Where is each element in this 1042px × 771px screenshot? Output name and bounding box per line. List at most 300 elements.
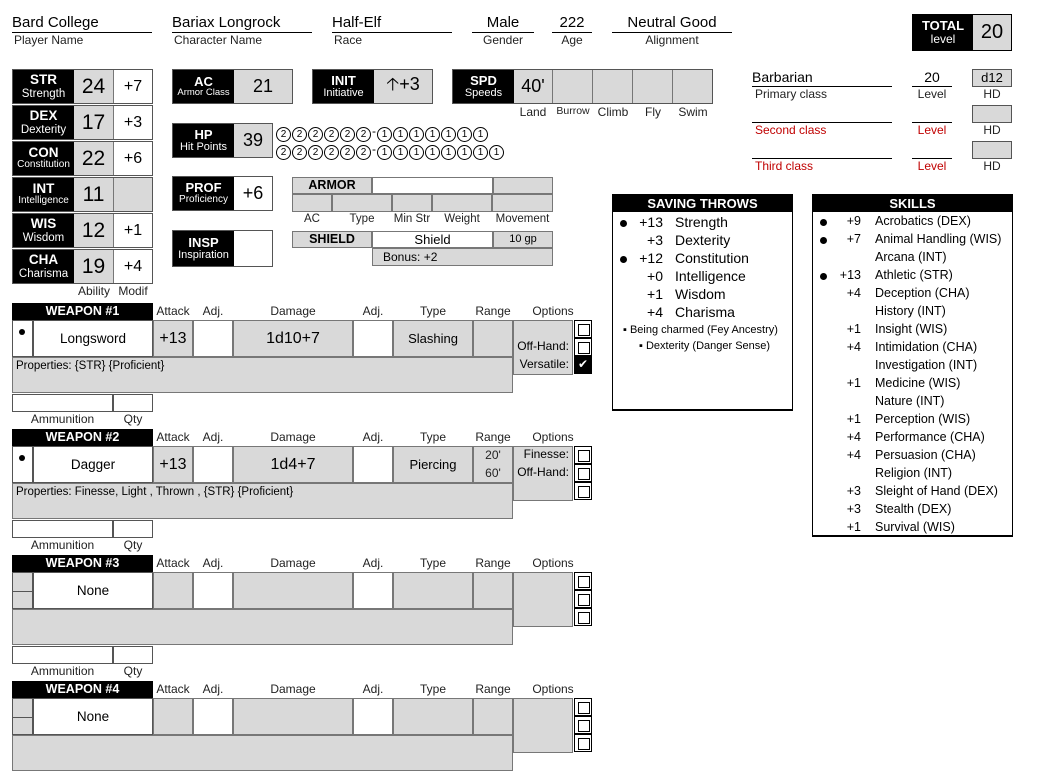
weapon-title: WEAPON #3	[12, 555, 153, 572]
speed-fly-value[interactable]	[633, 70, 673, 103]
weapon-option-checkbox[interactable]	[574, 338, 592, 356]
alignment-value: Neutral Good	[612, 14, 732, 33]
skill-name: Deception (CHA)	[875, 286, 970, 300]
weapon-attack-field[interactable]	[153, 572, 193, 609]
hit-die-d1-circle[interactable]: 1	[393, 145, 408, 160]
ability-modifier: +6	[123, 149, 143, 167]
skill-name: Survival (WIS)	[875, 520, 955, 534]
skill-mod: +4	[846, 430, 861, 444]
ammunition-label: Ammunition	[30, 412, 95, 426]
shield-title: SHIELD	[292, 231, 372, 248]
skill-row	[813, 303, 1012, 321]
hit-die-d1-circle[interactable]: 1	[489, 145, 504, 160]
weapon-col-header: Damage	[270, 304, 316, 318]
class-label: Third class	[755, 159, 814, 173]
skill-mod: +3	[846, 502, 861, 516]
skill-row	[813, 501, 1012, 519]
class-level-field[interactable]	[912, 106, 952, 123]
weapon-attack-adj-field[interactable]	[193, 446, 233, 483]
saving-throw-intelligence	[613, 268, 792, 286]
initiative-value[interactable]: 🡡+3	[374, 70, 432, 103]
ammunition-qty-field[interactable]	[113, 646, 153, 664]
hit-dice-row	[276, 142, 505, 158]
saving-throw-mod: +1	[647, 286, 663, 302]
alignment-label: Alignment	[645, 33, 699, 47]
race-label: Race	[334, 33, 363, 47]
hit-die-d2-circle[interactable]: 2	[276, 145, 291, 160]
ability-score[interactable]: 12	[74, 214, 114, 247]
skill-name: Medicine (WIS)	[875, 376, 961, 390]
weapon-damage-adj-field[interactable]	[353, 446, 393, 483]
weapon-name-field[interactable]: Dagger	[33, 446, 153, 483]
armor-class-box: AC Armor Class 21	[172, 69, 293, 104]
weapon-attack-field[interactable]	[153, 698, 193, 735]
armor-movement-field[interactable]	[492, 194, 553, 212]
weapon-prof-cell[interactable]	[12, 698, 33, 735]
weapon-col-header: Options	[532, 430, 574, 444]
ability-dexterity: DEX Dexterity 17 +3	[12, 105, 153, 140]
armor-class-value[interactable]: 21	[234, 70, 292, 103]
race-value: Half-Elf	[332, 14, 452, 33]
weapon-col-header: Options	[532, 304, 574, 318]
skill-mod: +1	[846, 322, 861, 336]
ability-score[interactable]: 11	[74, 178, 114, 211]
weapon-col-header: Damage	[270, 682, 316, 696]
weapon-option-checkbox[interactable]	[574, 608, 592, 626]
saving-throw-note: ▪ Being charmed (Fey Ancestry)	[623, 324, 778, 336]
class-hd-field[interactable]: d12	[972, 69, 1012, 87]
skills-title: SKILLS	[813, 195, 1012, 212]
hit-die-d2-circle[interactable]: 2	[356, 127, 371, 142]
weapon-range-long: 60'	[485, 466, 501, 480]
hit-die-d1-circle[interactable]: 1	[441, 127, 456, 142]
weapon-range-field[interactable]	[473, 446, 513, 483]
speed-climb-value[interactable]	[593, 70, 633, 103]
weapon-range-field[interactable]	[473, 572, 513, 609]
skill-name: Athletic (STR)	[875, 268, 953, 282]
hit-die-d2-circle[interactable]: 2	[324, 127, 339, 142]
weapon-col-header: Attack	[156, 304, 190, 318]
weapon-col-header: Type	[419, 304, 446, 318]
armor-col-label: Type	[349, 213, 375, 225]
proficiency-dot	[19, 455, 25, 461]
armor-col-label: Movement	[495, 213, 550, 225]
weapon-range-field[interactable]	[473, 698, 513, 735]
ammunition-qty-label: Qty	[123, 412, 143, 426]
ammunition-qty-field[interactable]	[113, 394, 153, 412]
weapon-option-checkbox[interactable]	[574, 464, 592, 482]
class-level-field[interactable]	[912, 142, 952, 159]
weapon-option-label: Finesse:	[523, 447, 569, 461]
skill-name: Nature (INT)	[875, 394, 945, 408]
class-hd-label: HD	[983, 123, 1001, 137]
speed-label-land: Land	[519, 105, 547, 119]
saving-throw-name: Wisdom	[675, 286, 726, 302]
hit-dice-separator: -	[372, 124, 376, 138]
skill-row	[813, 339, 1012, 357]
weapon-col-header: Type	[419, 556, 446, 570]
skill-name: Acrobatics (DEX)	[875, 214, 971, 228]
weapon-col-header: Attack	[156, 556, 190, 570]
ability-score[interactable]: 17	[74, 106, 114, 139]
skill-name: Stealth (DEX)	[875, 502, 952, 516]
weapon-option-checkbox[interactable]	[574, 716, 592, 734]
hit-die-d1-circle[interactable]: 1	[377, 145, 392, 160]
weapon-option-checkbox[interactable]	[574, 572, 592, 590]
weapon-properties-field[interactable]: Properties: {STR} {Proficient}	[12, 357, 513, 393]
weapon-attack-field[interactable]: +13	[153, 320, 193, 357]
skill-mod: +7	[846, 232, 861, 246]
weapon-title: WEAPON #4	[12, 681, 153, 698]
saving-throw-name: Charisma	[675, 304, 735, 320]
skill-name: Sleight of Hand (DEX)	[875, 484, 998, 498]
skill-row	[813, 429, 1012, 447]
skill-row	[813, 285, 1012, 303]
total-level-label: TOTAL level	[913, 15, 973, 50]
saving-throw-wisdom	[613, 286, 792, 304]
ability-modifier	[114, 178, 152, 211]
weapon-title: WEAPON #2	[12, 429, 153, 446]
shield-name-field[interactable]: Shield	[372, 231, 493, 248]
ammunition-qty-label: Qty	[123, 538, 143, 552]
hit-die-d1-circle[interactable]: 1	[377, 127, 392, 142]
skill-name: Performance (CHA)	[875, 430, 985, 444]
weapon-col-header: Adj.	[202, 556, 224, 570]
weapon-prof-cell[interactable]	[12, 446, 33, 483]
hit-die-d1-circle[interactable]: 1	[393, 127, 408, 142]
total-level-box	[912, 14, 1012, 51]
character-name-label: Character Name	[174, 33, 263, 47]
weapon-name-field[interactable]: None	[33, 698, 153, 735]
hit-die-d2-circle[interactable]: 2	[340, 127, 355, 142]
skill-row	[813, 249, 1012, 267]
weapon-properties-field[interactable]	[12, 735, 513, 771]
weapon-options-area	[513, 698, 573, 753]
weapon-damage-adj-field[interactable]	[353, 320, 393, 357]
speed-label-climb: Climb	[597, 105, 629, 119]
proficiency-dot	[820, 237, 827, 244]
hit-die-d2-circle[interactable]: 2	[308, 127, 323, 142]
proficiency-dot	[620, 256, 627, 263]
hit-die-d1-circle[interactable]: 1	[441, 145, 456, 160]
armor-name-field[interactable]	[372, 177, 493, 194]
gender-value: Male	[472, 14, 534, 33]
ammunition-label: Ammunition	[30, 538, 95, 552]
ability-modifier: +7	[123, 77, 143, 95]
weapon-col-header: Options	[532, 556, 574, 570]
hit-die-d1-circle[interactable]: 1	[473, 127, 488, 142]
speed-burrow-value[interactable]	[553, 70, 593, 103]
weapon-option-checkbox[interactable]	[574, 590, 592, 608]
skills-list	[813, 212, 1012, 537]
armor-ac-field[interactable]	[292, 194, 332, 212]
hit-die-d2-circle[interactable]: 2	[292, 145, 307, 160]
speed-label-swim: Swim	[678, 105, 708, 119]
proficiency-box: PROF Proficiency +6	[172, 176, 273, 211]
saving-throw-mod: +12	[639, 250, 663, 266]
ability-charisma: CHA Charisma 19 +4	[12, 249, 153, 284]
weapon-option-label: Off-Hand:	[517, 339, 569, 353]
class-level-field[interactable]: 20	[912, 70, 952, 87]
weapon-attack-adj-field[interactable]	[193, 572, 233, 609]
skill-name: Investigation (INT)	[875, 358, 978, 372]
weapon-option-checkbox[interactable]	[574, 446, 592, 464]
saving-throws-panel	[612, 194, 793, 411]
armor-col-label: Min Str	[393, 213, 431, 225]
ammunition-qty-field[interactable]	[113, 520, 153, 538]
skill-row	[813, 267, 1012, 285]
weapon-type-field[interactable]: Slashing	[393, 320, 473, 357]
ability-modifier: +4	[123, 257, 143, 275]
weapon-col-header: Adj.	[362, 430, 384, 444]
ability-score[interactable]: 22	[74, 142, 114, 175]
armor-weight-field[interactable]	[432, 194, 492, 212]
inspiration-box: INSP Inspiration	[172, 230, 273, 267]
proficiency-value[interactable]: +6	[242, 183, 264, 203]
ability-strength: STR Strength 24 +7	[12, 69, 153, 104]
saving-throw-name: Strength	[675, 214, 728, 230]
weapon-col-header: Adj.	[202, 304, 224, 318]
class-hd-label: HD	[983, 87, 1001, 101]
player-name-value: Bard College	[12, 14, 152, 33]
armor-table	[292, 177, 553, 213]
ability-wisdom: WIS Wisdom 12 +1	[12, 213, 153, 248]
saving-throws-title: SAVING THROWS	[613, 195, 792, 212]
ammunition-label: Ammunition	[30, 664, 95, 678]
weapon-col-header: Range	[475, 304, 511, 318]
skill-row	[813, 321, 1012, 339]
speed-swim-value[interactable]	[673, 70, 712, 103]
weapon-name-field[interactable]: None	[33, 572, 153, 609]
weapon-range-short: 20'	[485, 448, 501, 462]
skill-row	[813, 447, 1012, 465]
age-label: Age	[561, 33, 583, 47]
class-hd-field[interactable]	[972, 141, 1012, 159]
weapon-col-header: Damage	[270, 556, 316, 570]
weapon-option-checkbox[interactable]	[574, 482, 592, 500]
hit-die-d1-circle[interactable]: 1	[409, 127, 424, 142]
ammunition-field[interactable]	[12, 394, 113, 412]
armor-col-label: Weight	[444, 213, 480, 225]
skill-mod: +3	[846, 484, 861, 498]
player-name-label: Player Name	[14, 33, 84, 47]
class-label: Second class	[755, 123, 827, 137]
initiative-box: INIT Initiative 🡡+3	[312, 69, 433, 104]
skill-mod: +4	[846, 340, 861, 354]
skill-row	[813, 213, 1012, 231]
skill-row	[813, 411, 1012, 429]
weapon-col-header: Range	[475, 430, 511, 444]
skill-name: Insight (WIS)	[875, 322, 948, 336]
inspiration-value[interactable]	[234, 231, 272, 266]
saving-throws-notes	[613, 322, 792, 354]
hit-die-d1-circle[interactable]: 1	[457, 145, 472, 160]
hit-points-value[interactable]: 39	[234, 124, 272, 157]
shield-cost-field[interactable]: 10 gp	[493, 231, 553, 248]
saving-throw-mod: +13	[639, 214, 663, 230]
weapon-col-header: Adj.	[362, 556, 384, 570]
weapon-col-header: Type	[419, 430, 446, 444]
skill-row	[813, 375, 1012, 393]
weapon-option-checkbox[interactable]	[574, 698, 592, 716]
weapon-option-checkbox[interactable]	[574, 320, 592, 338]
saving-throws-list	[613, 212, 792, 322]
proficiency-dot	[820, 273, 827, 280]
weapon-damage-field[interactable]: 1d10+7	[233, 320, 353, 357]
proficiency-dot	[620, 220, 627, 227]
hit-dice-separator: -	[372, 142, 376, 156]
hit-die-d1-circle[interactable]: 1	[473, 145, 488, 160]
class-name-field[interactable]	[752, 142, 892, 159]
speed-land-value[interactable]: 40'	[514, 70, 553, 103]
weapon-options-area	[513, 572, 573, 627]
weapon-col-header: Type	[419, 682, 446, 696]
weapon-col-header: Adj.	[202, 430, 224, 444]
class-name-field[interactable]: Barbarian	[752, 70, 892, 87]
hit-die-d2-circle[interactable]: 2	[356, 145, 371, 160]
hit-die-d1-circle[interactable]: 1	[409, 145, 424, 160]
weapon-prof-cell[interactable]	[12, 320, 33, 357]
proficiency-dot	[19, 329, 25, 335]
speed-label-burrow: Burrow	[556, 105, 590, 117]
skill-mod: +9	[846, 214, 861, 228]
weapon-col-header: Adj.	[202, 682, 224, 696]
ability-modifier: +1	[123, 221, 143, 239]
hit-die-d1-circle[interactable]: 1	[425, 145, 440, 160]
skill-name: History (INT)	[875, 304, 946, 318]
ability-score[interactable]: 19	[74, 250, 114, 283]
skill-name: Arcana (INT)	[875, 250, 947, 264]
weapon-prof-cell[interactable]	[12, 572, 33, 609]
skill-mod: +4	[846, 448, 861, 462]
weapon-attack-adj-field[interactable]	[193, 698, 233, 735]
ability-footer-label: Ability	[77, 284, 110, 298]
armor-type-field[interactable]	[332, 194, 392, 212]
hit-die-d1-circle[interactable]: 1	[457, 127, 472, 142]
weapon-col-header: Attack	[156, 430, 190, 444]
character-name-value: Bariax Longrock	[172, 14, 312, 33]
weapon-col-header: Damage	[270, 430, 316, 444]
weapon-properties-field[interactable]	[12, 609, 513, 645]
speed-box: SPD Speeds 40'	[452, 69, 713, 104]
skill-row	[813, 483, 1012, 501]
gender-label: Gender	[482, 33, 524, 47]
class-level-label: Level	[917, 159, 947, 173]
weapon-damage-adj-field[interactable]	[353, 572, 393, 609]
class-name-field[interactable]	[752, 106, 892, 123]
saving-throw-mod: +4	[647, 304, 663, 320]
hit-die-d2-circle[interactable]: 2	[340, 145, 355, 160]
class-hd-field[interactable]	[972, 105, 1012, 123]
skill-row	[813, 393, 1012, 411]
weapon-option-checkbox[interactable]	[574, 356, 592, 374]
armor-col-label: AC	[304, 213, 320, 225]
class-label: Primary class	[755, 87, 828, 101]
class-hd-label: HD	[983, 159, 1001, 173]
hit-points-box: HP Hit Points 39	[172, 123, 273, 158]
hit-die-d2-circle[interactable]: 2	[292, 127, 307, 142]
hit-die-d1-circle[interactable]: 1	[425, 127, 440, 142]
weapon-option-label: Off-Hand:	[517, 465, 569, 479]
ammunition-qty-label: Qty	[123, 664, 143, 678]
hit-die-d2-circle[interactable]: 2	[308, 145, 323, 160]
saving-throw-name: Constitution	[675, 250, 749, 266]
ability-modifier: +3	[123, 113, 143, 131]
skills-panel	[812, 194, 1013, 537]
weapon-damage-field[interactable]	[233, 698, 353, 735]
total-level-value[interactable]: 20	[973, 15, 1011, 50]
saving-throw-mod: +3	[647, 232, 663, 248]
weapon-type-field[interactable]	[393, 572, 473, 609]
saving-throw-name: Dexterity	[675, 232, 731, 248]
armor-title: ARMOR	[292, 177, 372, 194]
saving-throw-note: ▪ Dexterity (Danger Sense)	[639, 340, 771, 352]
speed-label-fly: Fly	[645, 105, 661, 119]
weapon-attack-adj-field[interactable]	[193, 320, 233, 357]
class-level-label: Level	[917, 87, 947, 101]
weapon-option-label: Versatile:	[519, 357, 569, 371]
weapon-option-checkbox[interactable]	[574, 734, 592, 752]
ammunition-field[interactable]	[12, 520, 113, 538]
weapon-properties-field[interactable]: Properties: Finesse, Light , Thrown , {STR} {Proficient}	[12, 483, 513, 519]
saving-throw-strength	[613, 214, 792, 232]
weapon-col-header: Options	[532, 682, 574, 696]
ability-constitution: CON Constitution 22 +6	[12, 141, 153, 176]
class-level-label: Level	[917, 123, 947, 137]
shield-bonus-field[interactable]: Bonus: +2	[372, 248, 553, 266]
ammunition-field[interactable]	[12, 646, 113, 664]
armor-minstr-field[interactable]	[392, 194, 432, 212]
saving-throw-mod: +0	[647, 268, 663, 284]
saving-throw-dexterity	[613, 232, 792, 250]
weapon-col-header: Range	[475, 556, 511, 570]
weapon-damage-field[interactable]	[233, 572, 353, 609]
armor-cost-field[interactable]	[493, 177, 553, 194]
weapon-col-header: Adj.	[362, 682, 384, 696]
weapon-type-field[interactable]: Piercing	[393, 446, 473, 483]
age-value: 222	[552, 14, 592, 33]
skill-name: Perception (WIS)	[875, 412, 971, 426]
saving-throw-name: Intelligence	[675, 268, 746, 284]
skill-row	[813, 465, 1012, 483]
weapon-type-field[interactable]	[393, 698, 473, 735]
weapon-col-header: Range	[475, 682, 511, 696]
skill-row	[813, 231, 1012, 249]
modif-footer-label: Modif	[118, 284, 148, 298]
skill-row	[813, 519, 1012, 537]
hit-dice-row	[276, 124, 489, 140]
hit-die-d2-circle[interactable]: 2	[324, 145, 339, 160]
skill-mod: +4	[846, 286, 861, 300]
hit-die-d2-circle[interactable]: 2	[276, 127, 291, 142]
weapon-damage-adj-field[interactable]	[353, 698, 393, 735]
skill-name: Persuasion (CHA)	[875, 448, 976, 462]
skill-mod: +1	[846, 412, 861, 426]
weapon-range-field[interactable]	[473, 320, 513, 357]
skill-mod: +1	[846, 520, 861, 534]
proficiency-dot	[820, 219, 827, 226]
weapon-damage-field[interactable]: 1d4+7	[233, 446, 353, 483]
ability-intelligence: INT Intelligence 11	[12, 177, 153, 212]
weapon-attack-field[interactable]: +13	[153, 446, 193, 483]
weapon-name-field[interactable]: Longsword	[33, 320, 153, 357]
skill-row	[813, 357, 1012, 375]
saving-throw-constitution	[613, 250, 792, 268]
skill-name: Religion (INT)	[875, 466, 953, 480]
ability-score[interactable]: 24	[74, 70, 114, 103]
weapon-col-header: Attack	[156, 682, 190, 696]
weapon-col-header: Adj.	[362, 304, 384, 318]
